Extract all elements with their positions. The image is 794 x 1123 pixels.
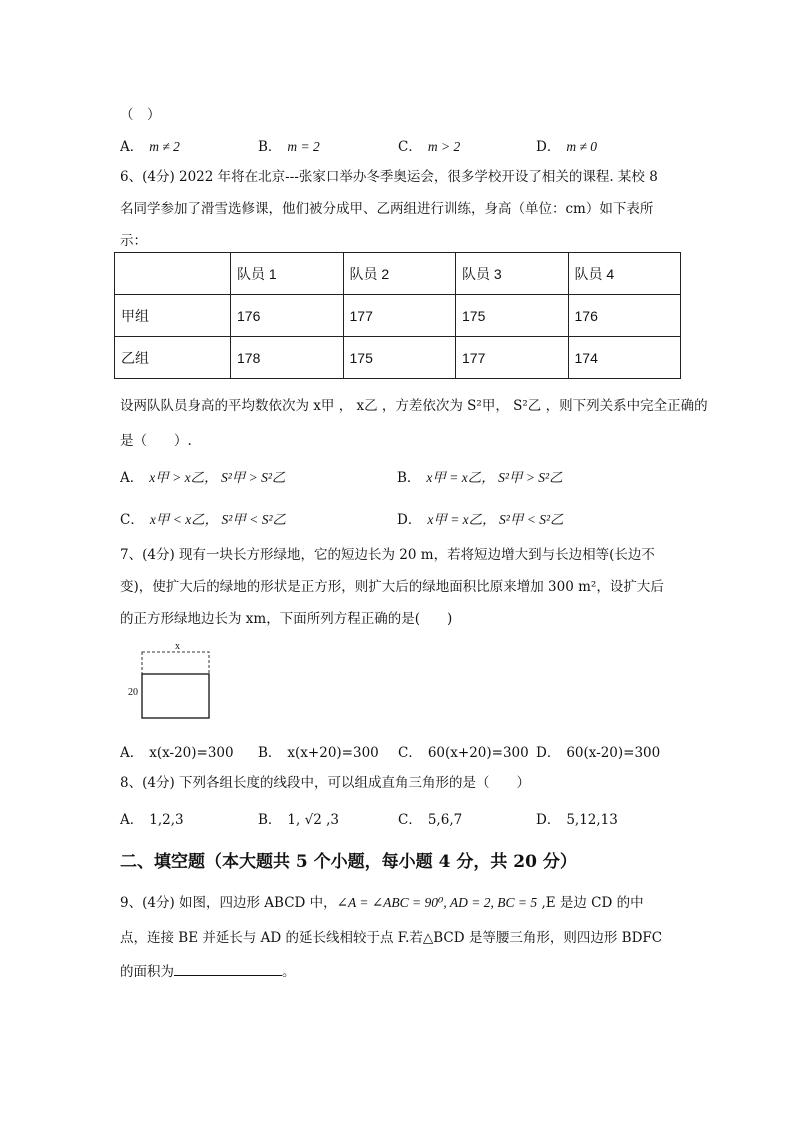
q7-line-3: 的正方形绿地边长为 xm，下面所列方程正确的是( ) bbox=[120, 611, 453, 627]
q9-text-c: 的面积为 bbox=[120, 964, 174, 980]
table-cell: 176 bbox=[568, 295, 681, 337]
option-text: 60(x-20)=300 bbox=[566, 745, 661, 761]
q9-line-3 bbox=[120, 960, 296, 980]
table-cell: 178 bbox=[231, 337, 344, 379]
option-text: 1, √2 ,3 bbox=[287, 812, 339, 828]
option-letter: D． bbox=[536, 745, 561, 761]
q8-option-a bbox=[120, 808, 184, 828]
option-letter: B． bbox=[258, 745, 282, 761]
option-letter: A． bbox=[120, 812, 144, 828]
option-text: 60(x+20)=300 bbox=[427, 745, 529, 761]
q9-math: ∠A = ∠ABC = 90⁰, AD = 2, BC = 5 bbox=[336, 895, 538, 910]
q5-option-a bbox=[120, 135, 180, 155]
option-letter: C． bbox=[398, 745, 422, 761]
q6-after-line-1: 设两队队员身高的平均数依次为 x甲 ， x乙 ，方差依次为 S²甲， S²乙 ，则下列关系中完全正确的 bbox=[120, 398, 708, 414]
q6-option-c bbox=[120, 508, 286, 528]
q8-option-d bbox=[536, 808, 618, 828]
table-cell: 174 bbox=[568, 337, 681, 379]
option-text: m > 2 bbox=[427, 139, 461, 154]
table-header-cell bbox=[115, 253, 231, 295]
q5-option-b bbox=[258, 135, 320, 155]
option-letter: A． bbox=[120, 470, 144, 486]
option-letter: B． bbox=[258, 812, 282, 828]
option-text: x甲 > x乙， S²甲 > S²乙 bbox=[149, 470, 286, 485]
option-letter: D． bbox=[397, 512, 422, 528]
option-text: 5,12,13 bbox=[566, 812, 618, 828]
q6-option-d bbox=[397, 508, 564, 528]
option-text: m = 2 bbox=[287, 139, 320, 154]
option-text: 5,6,7 bbox=[427, 812, 463, 828]
q6-option-b bbox=[397, 466, 563, 486]
q8-option-c bbox=[398, 808, 462, 828]
option-text: x(x+20)=300 bbox=[287, 745, 379, 761]
q6-line-3: 示： bbox=[120, 233, 147, 249]
q6-line-1: 6、(4分) 2022 年将在北京---张家口举办冬季奥运会，很多学校开设了相关的课程. 某校 8 bbox=[120, 169, 658, 185]
option-letter: B． bbox=[258, 139, 282, 155]
q9-text-d: 。 bbox=[282, 964, 296, 980]
figure-label-x: x bbox=[175, 641, 180, 652]
option-text: m ≠ 0 bbox=[566, 139, 597, 154]
option-letter: A． bbox=[120, 745, 144, 761]
q7-option-b bbox=[258, 741, 379, 761]
option-letter: C． bbox=[120, 512, 144, 528]
q7-option-d bbox=[536, 741, 660, 761]
option-letter: D． bbox=[536, 139, 561, 155]
table-cell: 177 bbox=[343, 295, 456, 337]
option-text: m ≠ 2 bbox=[149, 139, 180, 154]
option-text: x(x-20)=300 bbox=[149, 745, 234, 761]
table-cell: 175 bbox=[456, 295, 569, 337]
figure-label-20: 20 bbox=[128, 687, 138, 698]
q7-line-1: 7、(4分) 现有一块长方形绿地，它的短边长为 20 m，若将短边增大到与长边相等(长边不 bbox=[120, 547, 655, 563]
extension-dashed-rect bbox=[142, 652, 209, 674]
q5-option-c bbox=[398, 135, 460, 155]
option-letter: D． bbox=[536, 812, 561, 828]
q5-option-d bbox=[536, 135, 597, 155]
q6-line-2: 名同学参加了滑雪选修课，他们被分成甲、乙两组进行训练，身高（单位：cm）如下表所 bbox=[120, 201, 654, 217]
height-table bbox=[114, 252, 681, 379]
table-cell: 乙组 bbox=[115, 337, 231, 379]
table-row bbox=[115, 337, 681, 379]
q7-option-a bbox=[120, 741, 234, 761]
q7-option-c bbox=[398, 741, 529, 761]
rectangle-figure bbox=[125, 638, 225, 724]
option-text: x甲 = x乙， S²甲 < S²乙 bbox=[427, 512, 564, 527]
table-cell: 甲组 bbox=[115, 295, 231, 337]
option-letter: A． bbox=[120, 139, 144, 155]
q9-text-b: ,E 是边 CD 的中 bbox=[537, 895, 644, 911]
q9-line-1 bbox=[120, 891, 644, 911]
q8-line-1: 8、(4分) 下列各组长度的线段中，可以组成直角三角形的是（ ） bbox=[120, 775, 531, 791]
q6-after-line-2: 是（ ）. bbox=[120, 433, 192, 449]
q6-option-a bbox=[120, 466, 285, 486]
q9-text-a: 9、(4分) 如图，四边形 ABCD 中， bbox=[120, 895, 337, 911]
option-text: x甲 < x乙， S²甲 < S²乙 bbox=[149, 512, 287, 527]
option-letter: C． bbox=[398, 812, 422, 828]
table-header-cell: 队员 2 bbox=[343, 253, 456, 295]
table-header-cell: 队员 1 bbox=[231, 253, 344, 295]
table-cell: 177 bbox=[456, 337, 569, 379]
table-cell: 176 bbox=[231, 295, 344, 337]
q8-option-b bbox=[258, 808, 339, 828]
option-letter: B． bbox=[397, 470, 421, 486]
q9-line-2: 点，连接 BE 并延长与 AD 的延长线相较于点 F.若△BCD 是等腰三角形，则四边形 BDFC bbox=[120, 930, 663, 946]
option-text: 1,2,3 bbox=[149, 812, 184, 828]
option-text: x甲 = x乙， S²甲 > S²乙 bbox=[426, 470, 563, 485]
q7-line-2: 变)，使扩大后的绿地的形状是正方形，则扩大后的绿地面积比原来增加 300 m²，设扩大后 bbox=[120, 579, 664, 595]
table-header-row bbox=[115, 253, 681, 295]
option-letter: C． bbox=[398, 139, 422, 155]
table-header-cell: 队员 4 bbox=[568, 253, 681, 295]
q5-bracket: （ ） bbox=[120, 107, 161, 123]
table-row bbox=[115, 295, 681, 337]
original-rect bbox=[142, 674, 209, 718]
answer-blank[interactable] bbox=[174, 963, 282, 976]
section-heading: 二、填空题（本大题共 5 个小题，每小题 4 分，共 20 分） bbox=[120, 852, 577, 872]
table-cell: 175 bbox=[343, 337, 456, 379]
table-header-cell: 队员 3 bbox=[456, 253, 569, 295]
